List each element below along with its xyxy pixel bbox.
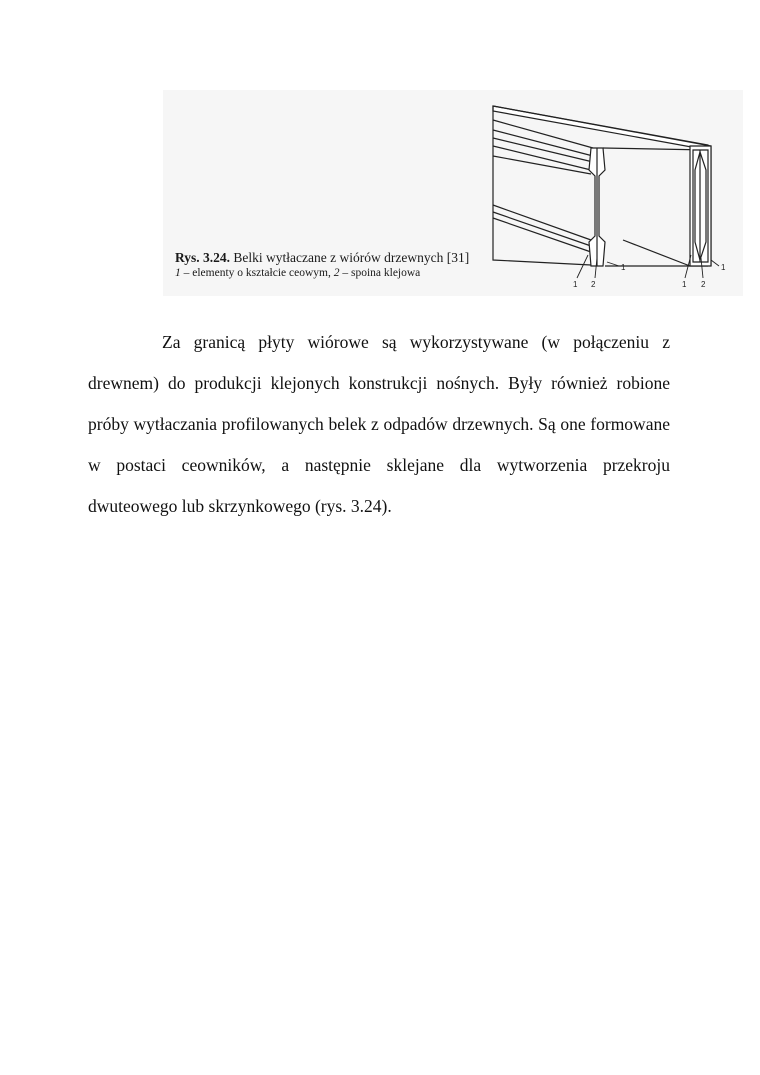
drawing-label: 1	[721, 263, 726, 272]
drawing-label: 1	[573, 280, 578, 289]
drawing-label: 1	[682, 280, 687, 289]
legend-1-num: 1	[175, 267, 181, 279]
legend-1-text: – elementy o kształcie ceowym,	[180, 267, 334, 279]
legend-2-num: 2	[333, 267, 340, 279]
i-beam-illustration	[493, 106, 708, 266]
body-paragraph	[88, 322, 670, 527]
drawing-label: 2	[701, 280, 706, 289]
caption-label: Rys. 3.24.	[175, 250, 231, 265]
caption-title: Belki wytłaczane z wiórów drzewnych [31]	[233, 250, 470, 265]
legend-2-text: – spoina klejowa	[339, 267, 421, 279]
drawing-label: 1	[621, 263, 626, 272]
drawing-label: 2	[591, 280, 596, 289]
paragraph-text: Za granicą płyty wiórowe są wykorzystywane (w połączeniu z drewnem) do produkcji klejonych konstrukcji nośnych. Były również robione próby wytłaczania profilowanych belek z odpadów drzewnych. Są one formowane w postaci ceowników, a następnie sklejane dla wytworzenia przekroju dwuteowego lub skrzynkowego (rys. 3.24).	[88, 332, 670, 516]
figure-caption	[175, 250, 469, 279]
figure-panel	[163, 90, 743, 296]
